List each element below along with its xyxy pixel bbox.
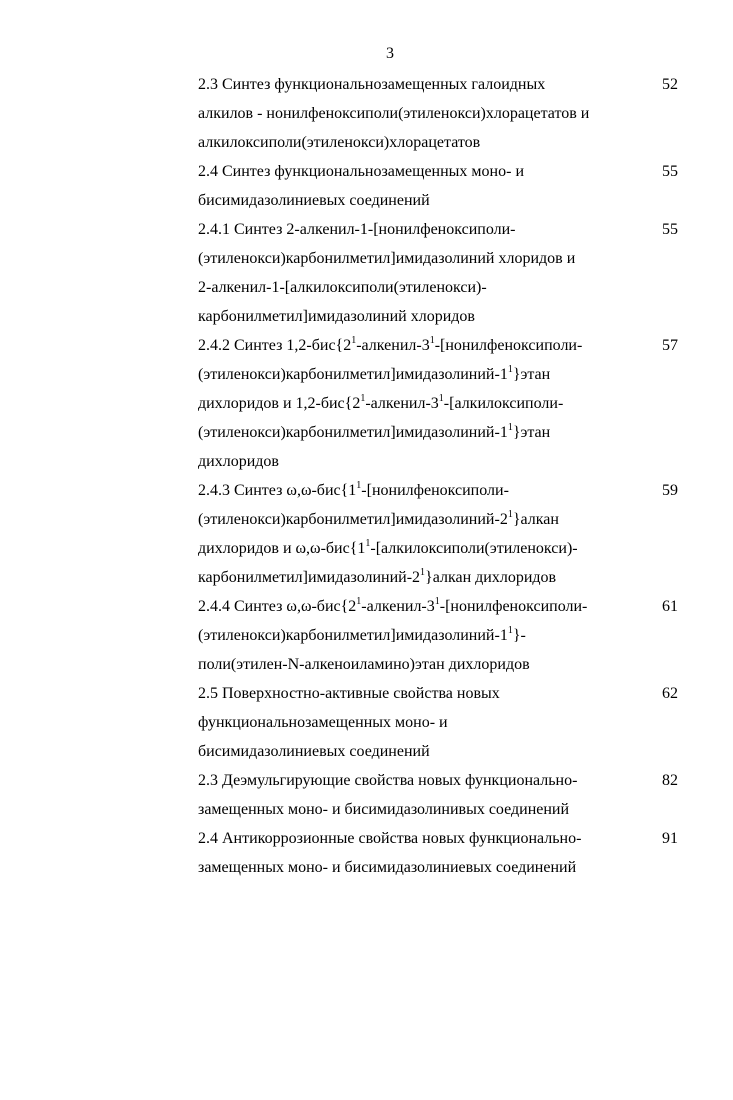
toc-line: алкилоксиполи(этиленокси)хлорацетатов bbox=[198, 134, 481, 151]
toc-line: $(этиленокси)карбонилметил]имидазолиний-1^1\}этан$ bbox=[198, 421, 551, 441]
toc-entry-2-4-4 bbox=[198, 592, 678, 679]
toc-entry-2-4-2 bbox=[198, 331, 678, 476]
toc-line: замещенных моно- и бисимидазолиниевых соединений bbox=[198, 859, 577, 876]
toc-page-number: 57 bbox=[662, 337, 678, 354]
toc-line: 2.3 Деэмульгирующие свойства новых функционально- bbox=[198, 772, 578, 789]
toc-line: 2.4.1 Синтез 2-алкенил-1-[нонилфеноксиполи- bbox=[198, 221, 516, 238]
toc-entry-2-4-anticorrosion bbox=[198, 824, 678, 882]
toc-line: 2.4 Синтез функциональнозамещенных моно- и bbox=[198, 163, 525, 180]
toc-page-number: 61 bbox=[662, 598, 678, 615]
toc-page-number: 91 bbox=[662, 830, 678, 847]
toc-line: $(этиленокси)карбонилметил]имидазолиний-1^1\}-$ bbox=[198, 624, 526, 644]
toc-entry-2-4-synthesis bbox=[198, 157, 678, 215]
toc-entry-2-3-halides bbox=[198, 70, 678, 157]
toc-line: (этиленокси)карбонилметил]имидазолиний хлоридов и bbox=[198, 250, 576, 267]
toc-line: $(этиленокси)карбонилметил]имидазолиний-1^1\}этан$ bbox=[198, 363, 551, 383]
toc-entry-2-4-1 bbox=[198, 215, 678, 331]
toc-page-number: 62 bbox=[662, 685, 678, 702]
toc-line: 2.4.4 Синтез $\omega,\omega-бис\{2^1-алкенил-3^1-[нонилфеноксиполи-$ bbox=[198, 595, 588, 615]
toc-page-number: 59 bbox=[662, 482, 678, 499]
toc-entry-2-5 bbox=[198, 679, 678, 766]
toc-line: 2.4.2 Синтез $1,2-бис\{2^1-алкенил-3^1-[нонилфеноксиполи-$ bbox=[198, 334, 583, 354]
toc-line: дихлоридов bbox=[198, 453, 279, 470]
toc-page-number: 55 bbox=[662, 221, 678, 238]
toc-page-number: 82 bbox=[662, 772, 678, 789]
toc-line: 2-алкенил-1-[алкилоксиполи(этиленокси)- bbox=[198, 279, 487, 296]
toc-line: 2.3 Синтез функциональнозамещенных галоидных bbox=[198, 76, 546, 93]
toc-line: алкилов - нонилфеноксиполи(этиленокси)хлорацетатов и bbox=[198, 105, 590, 122]
toc-entry-2-4-3 bbox=[198, 476, 678, 592]
toc-line: дихлоридов и $1,2-бис\{2^1-алкенил-3^1-[алкилоксиполи-$ bbox=[198, 392, 564, 412]
toc-page-number: 55 bbox=[662, 163, 678, 180]
page-number: 3 bbox=[386, 45, 394, 62]
toc-line: функциональнозамещенных моно- и bbox=[198, 714, 448, 731]
toc-line: бисимидазолиниевых соединений bbox=[198, 192, 430, 209]
toc-line: $(этиленокси)карбонилметил]имидазолиний-2^1\}алкан$ bbox=[198, 508, 559, 528]
toc-line: поли(этилен-N-алкеноиламино)этан дихлоридов bbox=[198, 656, 530, 673]
toc-line: бисимидазолиниевых соединений bbox=[198, 743, 430, 760]
toc-line: замещенных моно- и бисимидазолинивых соединений bbox=[198, 801, 570, 818]
toc-line: $карбонилметил]имидазолиний-2^1\}алкан$ дихлоридов bbox=[198, 566, 557, 586]
toc-line: дихлоридов и $\omega,\omega-бис\{1^1-[алкилоксиполи(этиленокси)-$ bbox=[198, 537, 578, 557]
toc-line: 2.4.3 Синтез $\omega,\omega-бис\{1^1-[нонилфеноксиполи-$ bbox=[198, 479, 509, 499]
table-of-contents bbox=[198, 70, 678, 882]
toc-line: карбонилметил]имидазолиний хлоридов bbox=[198, 308, 475, 325]
toc-line: 2.5 Поверхностно-активные свойства новых bbox=[198, 685, 500, 702]
toc-entry-2-3-demulsifying bbox=[198, 766, 678, 824]
toc-line: 2.4 Антикоррозионные свойства новых функционально- bbox=[198, 830, 582, 847]
toc-page-number: 52 bbox=[662, 76, 678, 93]
